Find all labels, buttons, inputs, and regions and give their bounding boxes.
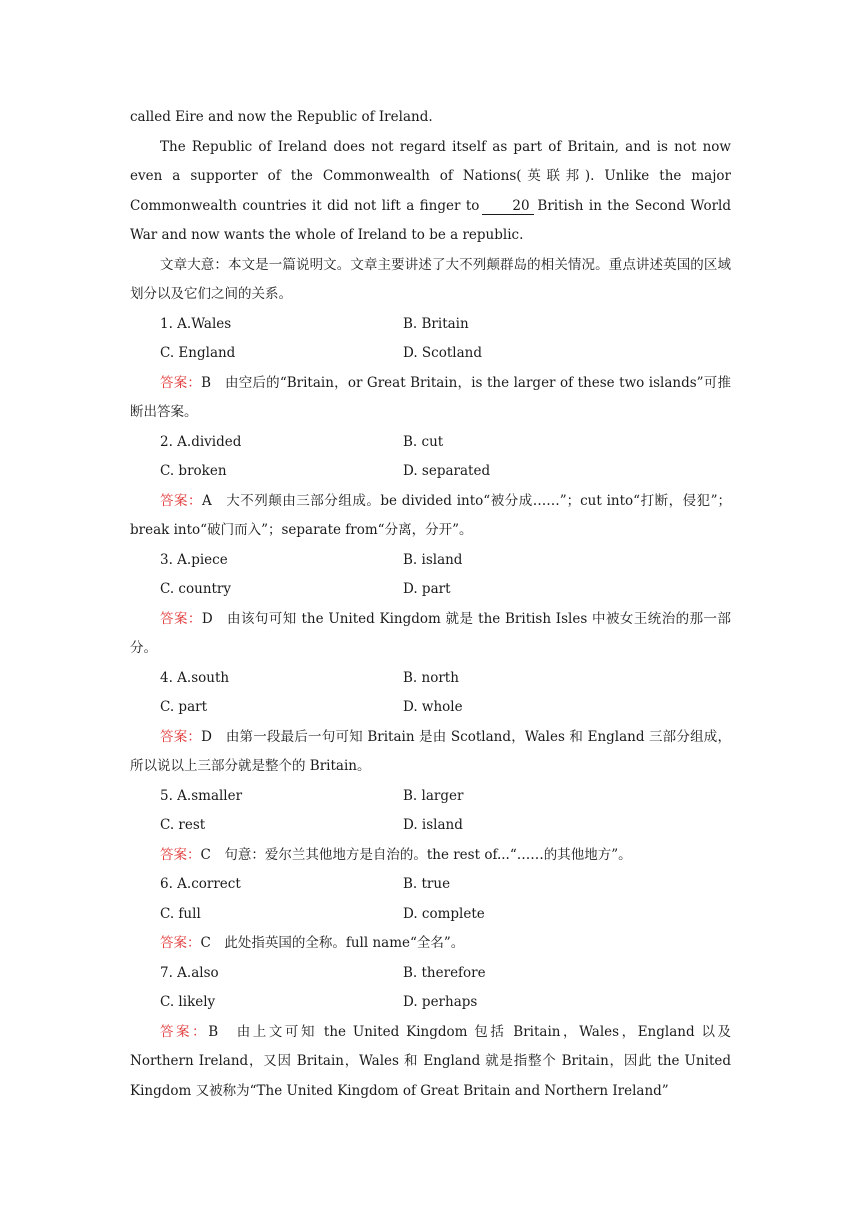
question-item xyxy=(130,782,731,871)
answer-label: 答案： xyxy=(160,728,202,745)
answer-explanation xyxy=(130,841,731,871)
options-row xyxy=(130,575,731,605)
answer-explanation xyxy=(130,1018,731,1107)
option-a: 7. A.also xyxy=(160,964,219,981)
option-b: B. north xyxy=(403,669,459,686)
option-c: C. rest xyxy=(160,817,206,833)
answer-explanation xyxy=(130,487,731,546)
option-a: 1. A.Wales xyxy=(160,315,232,332)
option-d: D. part xyxy=(403,581,451,597)
answer-text: A 大不列颠由三部分组成。be divided into“被分成……”；cut into“打断，侵犯”；break into“破门而入”；separate from“分离，分开”。 xyxy=(130,492,731,538)
answer-label: 答案： xyxy=(160,846,201,863)
answer-label: 答案： xyxy=(160,935,201,951)
answer-text: C 此处指英国的全称。full name“全名”。 xyxy=(200,935,465,951)
blank-20: 20 xyxy=(482,198,534,215)
option-d: D. whole xyxy=(403,699,463,715)
question-item xyxy=(130,870,731,959)
document-body xyxy=(130,103,731,1106)
options-row xyxy=(130,310,731,340)
options-row xyxy=(130,870,731,900)
question-list xyxy=(130,310,731,1107)
passage-text: The Republic of Ireland does not regard itself as part of Britain, and is not now even a supporter of the Commonwealth of Nations(英联邦). Unlike the major Commonwealth countries it did not lift a finger to xyxy=(130,138,731,214)
passage-text: British in the Second World War and now wants the whole of Ireland to be a republic. xyxy=(130,197,732,243)
option-b: B. true xyxy=(403,876,451,892)
options-row xyxy=(130,664,731,694)
option-b: B. Britain xyxy=(403,315,469,332)
question-item xyxy=(130,428,731,546)
options-row xyxy=(130,811,731,841)
option-a: 4. A.south xyxy=(160,669,230,686)
option-a: 2. A.divided xyxy=(160,433,242,450)
option-d: D. complete xyxy=(403,905,485,922)
answer-explanation xyxy=(130,369,731,428)
answer-label: 答案： xyxy=(160,492,203,509)
option-c: C. country xyxy=(160,581,232,597)
answer-label: 答案： xyxy=(160,610,202,627)
passage-line: called Eire and now the Republic of Ireland. xyxy=(130,109,433,125)
option-d: D. separated xyxy=(403,463,491,479)
answer-text: C 句意：爱尔兰其他地方是自治的。the rest of...“……的其他地方”。 xyxy=(200,846,632,863)
option-a: 5. A.smaller xyxy=(160,787,243,804)
options-row xyxy=(130,457,731,487)
option-c: C. England xyxy=(160,345,236,361)
answer-explanation xyxy=(130,605,731,664)
option-c: C. likely xyxy=(160,994,216,1010)
passage-paragraph xyxy=(130,133,731,251)
answer-text: B 由上文可知 the United Kingdom 包括 Britain，Wales，England 以及 Northern Ireland，又因 Britain，Wales 和 England 就是指整个 Britain，因此 the United Kingdom 又被称为“The United Kingdom of Great Britain and Northern Ireland” xyxy=(130,1023,732,1099)
options-row xyxy=(130,900,731,930)
options-row xyxy=(130,959,731,989)
options-row xyxy=(130,428,731,458)
options-row xyxy=(130,339,731,369)
answer-text: D 由第一段最后一句可知 Britain 是由 Scotland，Wales 和 England 三部分组成，所以说以上三部分就是整个的 Britain。 xyxy=(130,728,731,774)
option-a: 3. A.piece xyxy=(160,551,228,568)
question-item xyxy=(130,959,731,1107)
option-c: C. broken xyxy=(160,463,227,479)
question-item xyxy=(130,310,731,428)
question-item xyxy=(130,546,731,664)
options-row xyxy=(130,546,731,576)
article-summary: 文章大意：本文是一篇说明文。文章主要讲述了大不列颠群岛的相关情况。重点讲述英国的区域划分以及它们之间的关系。 xyxy=(130,256,731,302)
answer-text: B 由空后的“Britain，or Great Britain，is the larger of these two islands”可推断出答案。 xyxy=(130,374,731,420)
option-b: B. larger xyxy=(403,787,464,804)
option-c: C. full xyxy=(160,905,201,922)
option-d: D. perhaps xyxy=(403,994,478,1010)
answer-explanation xyxy=(130,723,731,782)
option-b: B. island xyxy=(403,551,463,568)
option-b: B. therefore xyxy=(403,964,486,981)
option-a: 6. A.correct xyxy=(160,876,241,892)
answer-label: 答案： xyxy=(160,374,202,391)
answer-explanation xyxy=(130,929,731,959)
option-b: B. cut xyxy=(403,433,444,450)
answer-text: D 由该句可知 the United Kingdom 就是 the British Isles 中被女王统治的那一部分。 xyxy=(130,610,731,656)
options-row xyxy=(130,782,731,812)
answer-label: 答案： xyxy=(160,1023,209,1040)
option-d: D. island xyxy=(403,817,463,833)
question-item xyxy=(130,664,731,782)
option-c: C. part xyxy=(160,699,207,715)
option-d: D. Scotland xyxy=(403,345,482,361)
options-row xyxy=(130,988,731,1018)
options-row xyxy=(130,693,731,723)
